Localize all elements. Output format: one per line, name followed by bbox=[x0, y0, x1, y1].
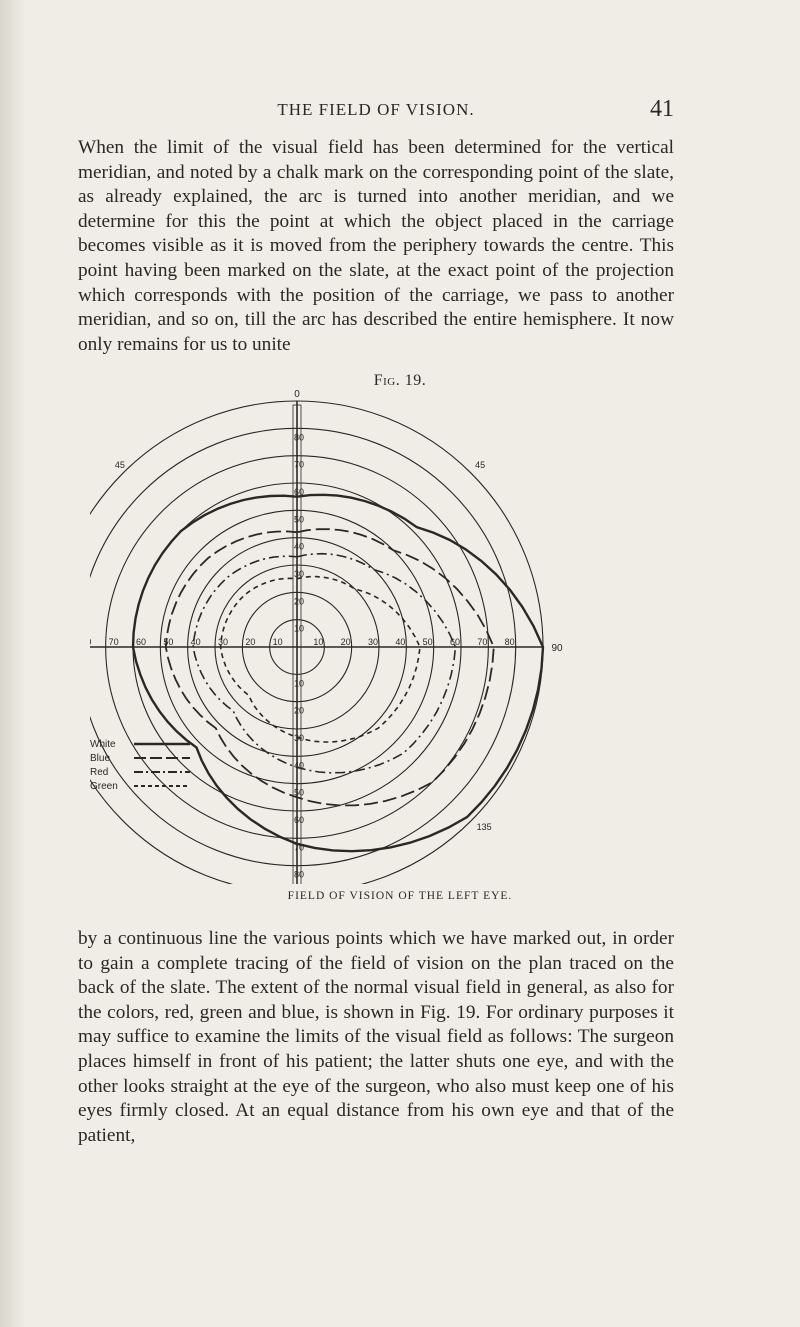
legend-label-white: White bbox=[90, 739, 116, 750]
horizontal-scale-right-50: 50 bbox=[422, 637, 433, 647]
paragraph-2: by a continuous line the various points which we have marked out, in order to gain a complete tracing of the field of vision on the plan traced on the back of the slate. The extent of the normal visual field in general, as also for the colors, red, green and blue, is shown in Fig. 19. For ordinary purposes it may suffice to examine the limits of the visual field as follows: The surgeon places himself in front of his patient; the latter shuts one eye, and with the other looks straight at the eye of the surgeon, who also must keep one of his eyes firmly closed. At an equal distance from his own eye and that of the patient, bbox=[78, 928, 674, 1146]
angle-label-top: 0 bbox=[294, 389, 300, 400]
vertical-scale-upper-70: 70 bbox=[293, 459, 305, 470]
horizontal-scale-right-40: 40 bbox=[395, 637, 406, 647]
paragraph-1: When the limit of the visual field has been determined for the vertical meridian, and noted by a chalk mark on the corresponding point of the slate, as already explained, the arc is turned into another meridian, and we determine for this the point at which the object placed in the carriage becomes visible as it is moved from the periphery towards the centre. This point having been marked on the slate, at the exact point of the projection which corresponds with the position of the carriage, we pass to another meridian, and so on, till the arc has described the entire hemisphere. It now only remains for us to unite bbox=[78, 137, 674, 355]
vertical-scale-upper-20: 20 bbox=[293, 596, 305, 607]
page-header bbox=[78, 96, 674, 130]
horizontal-scale-right-80: 80 bbox=[504, 637, 515, 647]
vertical-scale-lower-80: 80 bbox=[293, 869, 305, 880]
vertical-scale-lower-50: 50 bbox=[293, 787, 305, 798]
angle-label-upper-left: 45 bbox=[114, 459, 125, 470]
vertical-scale-lower-30: 30 bbox=[293, 733, 305, 743]
vertical-scale-upper-60: 60 bbox=[293, 487, 305, 497]
vertical-scale-lower-40: 40 bbox=[293, 760, 305, 771]
vertical-scale-upper-80: 80 bbox=[293, 432, 305, 443]
isopter-white bbox=[133, 495, 543, 851]
angle-label-lower-right: 135 bbox=[476, 822, 492, 833]
vertical-scale-upper-40: 40 bbox=[293, 541, 305, 552]
legend-label-blue: Blue bbox=[90, 753, 111, 764]
running-head: THE FIELD OF VISION. bbox=[277, 100, 475, 119]
angle-label-upper-right: 45 bbox=[475, 459, 486, 470]
horizontal-scale-right-70: 70 bbox=[477, 637, 488, 647]
vertical-scale-upper-30: 30 bbox=[293, 569, 305, 579]
vertical-scale-upper-10: 10 bbox=[293, 623, 305, 634]
horizontal-scale-right-20: 20 bbox=[340, 637, 351, 647]
legend-label-green: Green bbox=[90, 781, 118, 792]
horizontal-scale-left-40: 40 bbox=[190, 637, 201, 647]
visual-field-figure bbox=[90, 386, 650, 884]
vertical-scale-lower-70: 70 bbox=[293, 842, 305, 853]
horizontal-scale-right-30: 30 bbox=[367, 637, 379, 647]
vertical-scale-lower-10: 10 bbox=[293, 678, 305, 689]
isopter-red bbox=[190, 554, 455, 773]
figure-label: Fig. 19. bbox=[373, 372, 427, 389]
horizontal-scale-left-70: 70 bbox=[108, 637, 119, 647]
horizontal-scale-left-30: 30 bbox=[217, 637, 229, 647]
isopter-green bbox=[221, 577, 421, 742]
angle-label-right: 90 bbox=[551, 643, 563, 654]
horizontal-scale-left-10: 10 bbox=[272, 637, 283, 647]
vertical-scale-lower-60: 60 bbox=[293, 815, 305, 825]
visual-field-chart bbox=[90, 386, 650, 884]
page-number: 41 bbox=[650, 96, 674, 122]
horizontal-scale-left-20: 20 bbox=[245, 637, 256, 647]
page-edge bbox=[0, 0, 26, 1327]
horizontal-scale-left-50: 50 bbox=[163, 637, 174, 647]
horizontal-scale-left-60: 60 bbox=[135, 637, 147, 647]
vertical-scale-lower-20: 20 bbox=[293, 705, 305, 716]
figure-title: FIELD OF VISION OF THE LEFT EYE. bbox=[287, 890, 513, 902]
vertical-scale-upper-50: 50 bbox=[293, 514, 305, 525]
isopter-blue bbox=[166, 529, 494, 805]
horizontal-scale-right-10: 10 bbox=[313, 637, 324, 647]
legend-label-red: Red bbox=[90, 767, 109, 778]
horizontal-scale-left-80 bbox=[90, 637, 91, 647]
horizontal-scale-right-60: 60 bbox=[449, 637, 461, 647]
